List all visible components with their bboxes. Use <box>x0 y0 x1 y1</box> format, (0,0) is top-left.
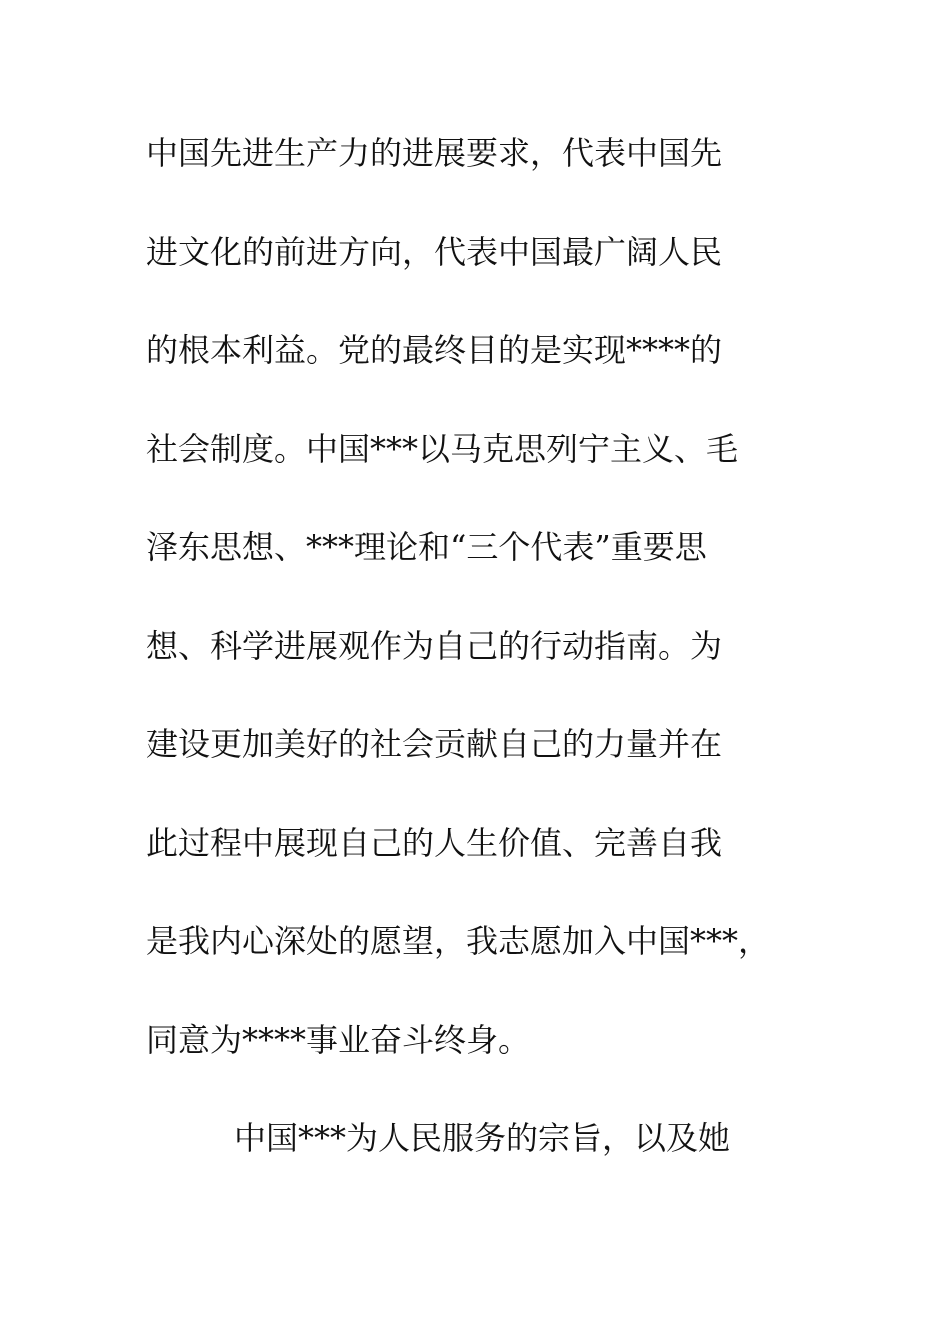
text-line-4: 社会制度。中国***以马克思列宁主义、毛 <box>146 429 739 468</box>
text-line-3: 的根本利益。党的最终目的是实现****的 <box>146 331 723 369</box>
text-line-1: 中国先进生产力的进展要求，代表中国先 <box>146 134 723 172</box>
text-line-5: 泽东思想、***理论和“三个代表”重要思 <box>146 528 707 566</box>
text-line-6: 想、科学进展观作为自己的行动指南。为 <box>146 626 723 665</box>
text-line-7: 建设更加美好的社会贡献自己的力量并在 <box>146 725 723 763</box>
text-line-2: 进文化的前进方向，代表中国最广阔人民 <box>146 232 723 271</box>
document-body <box>146 121 826 1205</box>
text-line-10: 同意为****事业奋斗终身。 <box>146 1020 531 1059</box>
text-line-11: 中国***为人民服务的宗旨，以及她 <box>234 1119 731 1157</box>
text-line-8: 此过程中展现自己的人生价值、完善自我 <box>146 823 723 862</box>
text-line-9: 是我内心深处的愿望，我志愿加入中国***， <box>146 922 771 960</box>
